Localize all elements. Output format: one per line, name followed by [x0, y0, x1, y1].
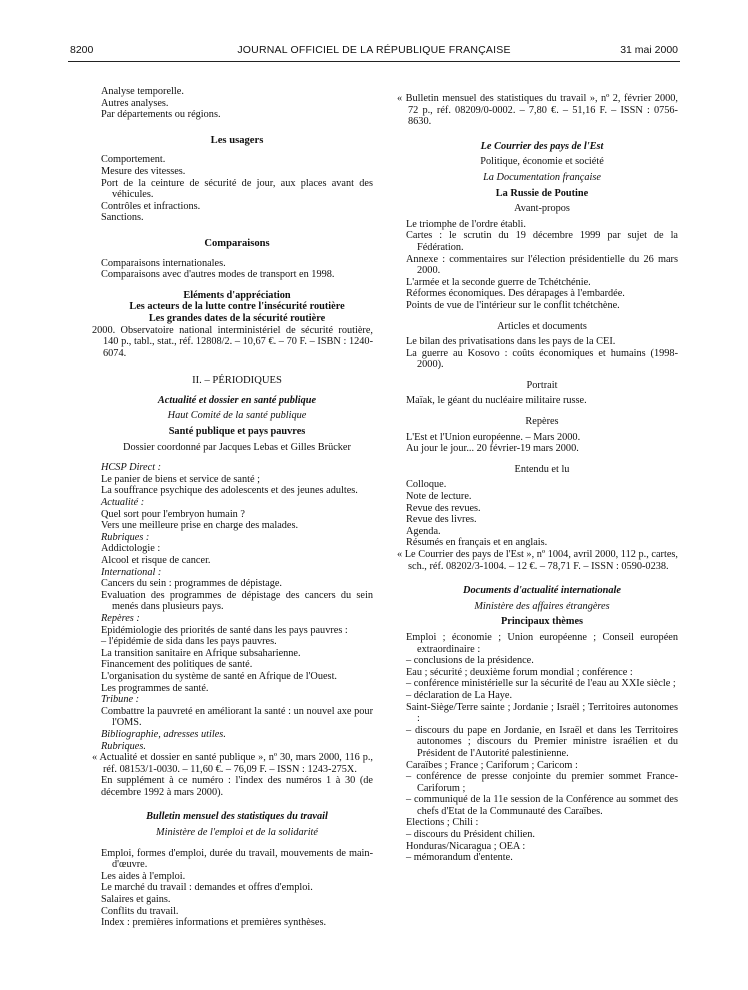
- list-item: – conclusions de la présidence.: [406, 655, 534, 667]
- list-item: Résumés en français et en anglais.: [406, 537, 548, 549]
- list-item: Note de lecture.: [406, 491, 472, 503]
- list-item: – discours du pape en Jordanie, en Israël et dans les Territoires autonomes ; discours du Premier ministre israélien et du Président de l'Autorité palestinienne.: [406, 724, 678, 759]
- page-number: 8200: [70, 44, 94, 56]
- list-item: La guerre au Kosovo : coûts économiques et humains (1998-2000).: [406, 347, 678, 371]
- issue-theme: La Russie de Poutine: [495, 187, 589, 199]
- list-item: Index : premières informations et premières synthèses.: [101, 917, 327, 929]
- list-item: L'Est et l'Union européenne. – Mars 2000.: [406, 431, 581, 443]
- publisher: La Documentation française: [483, 171, 601, 183]
- list-item: Le bilan des privatisations dans les pays de la CEI.: [406, 336, 616, 348]
- list-item: Alcool et risque de cancer.: [101, 555, 211, 566]
- ministry: Ministère de l'emploi et de la solidarité: [156, 827, 318, 839]
- list-item: Quel sort pour l'embryon humain ?: [101, 508, 245, 520]
- list-item: La transition sanitaire en Afrique subsaharienne.: [101, 647, 301, 659]
- list-item: Au jour le jour... 20 février-19 mars 2000.: [406, 443, 579, 455]
- list-item: Autres analyses.: [101, 97, 169, 109]
- contents-list: [406, 336, 678, 371]
- contents-list: [101, 462, 373, 752]
- list-item: Annexe : commentaires sur l'élection présidentielle du 26 mars 2000.: [406, 253, 678, 277]
- publication-title: Bulletin mensuel des statistiques du travail: [146, 811, 328, 823]
- section-heading: Portrait: [526, 379, 558, 391]
- list-item: Analyse temporelle.: [101, 86, 184, 97]
- rubric-label: Repères :: [101, 612, 140, 624]
- publication-title: Actualité et dossier en santé publique: [157, 394, 317, 406]
- list-item: Comparaisons avec d'autres modes de transport en 1998.: [101, 269, 335, 281]
- list-item: Financement des politiques de santé.: [101, 659, 253, 671]
- contents-list: [406, 219, 678, 312]
- coordinator-line: Dossier coordonné par Jacques Lebas et Gilles Brücker: [123, 441, 351, 453]
- list-item: La souffrance psychique des adolescents et des jeunes adultes.: [101, 485, 358, 497]
- list-item: – discours du Président chilien.: [406, 829, 535, 841]
- publication-title: Le Courrier des pays de l'Est: [480, 140, 604, 152]
- list-item: – conférence ministérielle sur la sécurité de l'eau au XXIe siècle ;: [406, 678, 676, 690]
- section-heading: Les usagers: [210, 134, 264, 146]
- list-item: Revue des revues.: [406, 502, 481, 514]
- list-item: Revue des livres.: [406, 514, 477, 526]
- rubric-label: Rubriques :: [101, 531, 150, 543]
- list-item: Les aides à l'emploi.: [101, 870, 186, 882]
- rubric-label: Tribune :: [101, 694, 140, 706]
- list-item: Addictologie :: [101, 543, 161, 555]
- list-item: Sanctions.: [101, 212, 144, 224]
- list-item: Maïak, le géant du nucléaire militaire russe.: [406, 395, 587, 407]
- list-item: Salaires et gains.: [101, 894, 171, 906]
- list-item: L'organisation du système de santé en Afrique de l'Ouest.: [101, 670, 338, 682]
- left-column: [92, 86, 373, 929]
- rubric-label: International :: [101, 566, 162, 578]
- list-item: Réformes économiques. Des dérapages à l'embardée.: [406, 288, 625, 300]
- publication-title: Documents d'actualité internationale: [463, 585, 621, 597]
- contents-list: [406, 632, 678, 864]
- list-item: Le marché du travail : demandes et offres d'emploi.: [101, 882, 313, 894]
- section-heading: Eléments d'appréciation: [183, 289, 291, 301]
- list-item: – déclaration de La Haye.: [406, 689, 513, 701]
- section-heading: Entendu et lu: [514, 463, 570, 475]
- publication-reference: « Actualité et dossier en santé publique », nº 30, mars 2000, 116 p., réf. 08153/1-0030. – 11,60 €. – 76,09 F. – ISSN : 1243-275X.: [92, 752, 373, 775]
- header-rule: [68, 61, 680, 62]
- list-item: Emploi, formes d'emploi, durée du travail, mouvements de main-d'œuvre.: [101, 847, 373, 871]
- issue-date: 31 mai 2000: [620, 44, 678, 56]
- right-column: [397, 93, 678, 864]
- journal-title: JOURNAL OFFICIEL DE LA RÉPUBLIQUE FRANÇAISE: [237, 44, 511, 56]
- list-item: Emploi ; économie ; Union européenne ; Conseil européen extraordinaire :: [406, 631, 678, 655]
- publication-subtitle: Politique, économie et société: [480, 156, 604, 168]
- supplement-note: En supplément à ce numéro : l'index des numéros 1 à 30 (de décembre 1992 à mars 2000).: [101, 775, 373, 798]
- list-item: Comparaisons internationales.: [101, 257, 226, 269]
- publication-reference: 2000. Observatoire national interministériel de sécurité routière, 140 p., tabl., stat., réf. 12808/2. – 10,67 €. – 70 F. – ISBN : 1240-6074.: [92, 324, 373, 359]
- section-heading: Repères: [525, 416, 559, 428]
- section-heading: Avant-propos: [514, 203, 570, 215]
- list-item: Combattre la pauvreté en améliorant la santé : un nouvel axe pour l'OMS.: [101, 705, 373, 729]
- list-item: Le triomphe de l'ordre établi.: [406, 218, 526, 230]
- list-item: Mesure des vitesses.: [101, 165, 186, 177]
- part-heading: II. – PÉRIODIQUES: [192, 375, 282, 387]
- section-heading: Les acteurs de la lutte contre l'insécurité routière: [129, 301, 345, 313]
- publication-reference: « Bulletin mensuel des statistiques du travail », nº 2, février 2000, 72 p., réf. 08209/0-0002. – 7,80 €. – 51,16 F. – ISSN : 0756-8630.: [397, 93, 678, 128]
- rubric-label: Actualité :: [101, 497, 145, 509]
- list-item: Le panier de biens et service de santé ;: [101, 473, 260, 485]
- list-item: Les programmes de santé.: [101, 682, 209, 694]
- list-item: Colloque.: [406, 479, 447, 491]
- ministry: Ministère des affaires étrangères: [474, 600, 610, 612]
- list-item: Par départements ou régions.: [101, 109, 221, 121]
- list-item: Epidémiologie des priorités de santé dans les pays pauvres :: [101, 624, 348, 636]
- list-item: – communiqué de la 11e session de la Conférence au sommet des chefs d'Etat de la Communauté des Caraïbes.: [406, 794, 678, 817]
- publication-reference: « Le Courrier des pays de l'Est », nº 1004, avril 2000, 112 p., cartes, sch., réf. 08202/3-1004. – 12 €. – 78,71 F. – ISSN : 0590-0238.: [397, 549, 678, 572]
- list-item: Vers une meilleure prise en charge des malades.: [101, 520, 299, 532]
- list-item: Points de vue de l'intérieur sur le conflit tchétchène.: [406, 299, 620, 311]
- rubric-label: Rubriques.: [101, 740, 146, 752]
- list-item: Comportement.: [101, 154, 166, 166]
- contents-list: [101, 848, 373, 929]
- list-item: Honduras/Nicaragua ; OEA :: [406, 840, 526, 852]
- section-heading: Articles et documents: [497, 320, 587, 332]
- list-item: Conflits du travail.: [101, 905, 179, 917]
- publisher: Haut Comité de la santé publique: [167, 410, 307, 422]
- issue-theme: Santé publique et pays pauvres: [168, 426, 306, 438]
- page-header: [0, 44, 748, 60]
- rubric-label: HCSP Direct :: [101, 462, 162, 474]
- list-item: Caraïbes ; France ; Cariforum ; Caricom :: [406, 759, 578, 771]
- list-item: Contrôles et infractions.: [101, 200, 201, 212]
- section-heading: Les grandes dates de la sécurité routière: [148, 312, 326, 324]
- list-item: – mémorandum d'entente.: [406, 852, 513, 864]
- list-item: L'armée et la seconde guerre de Tchétchénie.: [406, 276, 591, 288]
- list-item: – conférence de presse conjointe du premier sommet France-Cariforum ;: [406, 771, 678, 794]
- themes-heading: Principaux thèmes: [500, 616, 584, 628]
- list-item: Saint-Siège/Terre sainte ; Jordanie ; Israël ; Territoires autonomes :: [406, 701, 678, 725]
- rubric-label: Bibliographie, adresses utiles.: [101, 728, 226, 740]
- list-item: Elections ; Chili :: [406, 817, 479, 829]
- list-item: Port de la ceinture de sécurité de jour, aux places avant des véhicules.: [101, 177, 373, 201]
- section-heading: Comparaisons: [204, 237, 270, 249]
- list-item: Eau ; sécurité ; deuxième forum mondial ; conférence :: [406, 666, 633, 678]
- list-item: – l'épidémie de sida dans les pays pauvres.: [101, 636, 277, 648]
- list-item: Agenda.: [406, 525, 441, 537]
- list-item: Evaluation des programmes de dépistage des cancers du sein menés dans plusieurs pays.: [101, 589, 373, 613]
- list-item: Cartes : le scrutin du 19 décembre 1999 par sujet de la Fédération.: [406, 230, 678, 253]
- list-item: Cancers du sein : programmes de dépistage.: [101, 578, 282, 590]
